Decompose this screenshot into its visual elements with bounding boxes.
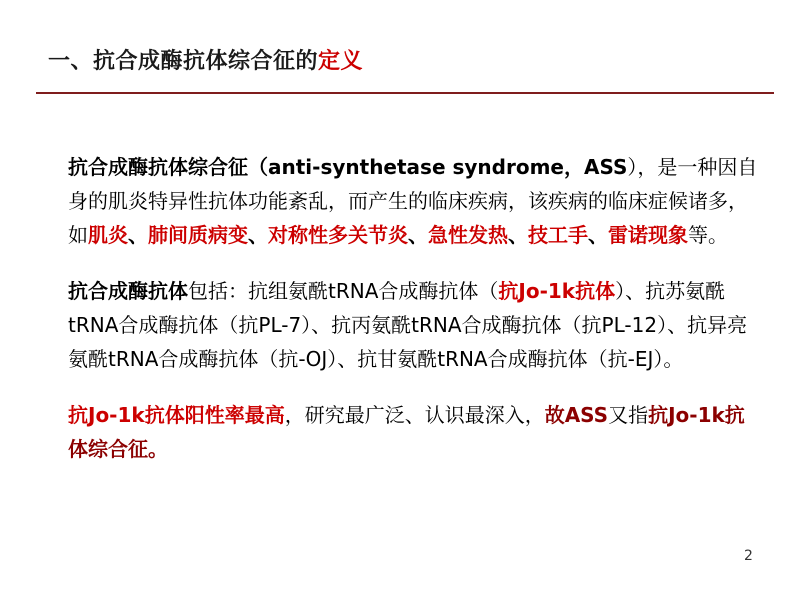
- p3-s2: ，研究最广泛、认识最深入，: [284, 403, 545, 427]
- p2-s1: 抗合成酶抗体: [68, 279, 188, 303]
- p2-s4: ）、抗苏氨酰tRNA合成酶抗体（抗PL-7）、抗丙氨酰tRNA合成酶抗体（抗PL-12）、抗异亮氨酰tRNA合成酶抗体（抗-OJ）、抗甘氨酰tRNA合成酶抗体（抗-EJ）。: [68, 279, 748, 371]
- p1-s5: 、: [128, 223, 148, 247]
- title-prefix: 一、抗合成酶抗体综合征的: [48, 49, 319, 74]
- definition-paragraph: [68, 150, 758, 252]
- p1-s11: 、: [508, 223, 528, 247]
- p1-s1: 抗合成酶抗体综合征（anti-synthetase syndrome，: [68, 155, 584, 179]
- p1-s4: 肌炎: [88, 223, 128, 247]
- p2-s3: 抗Jo-1k抗体: [498, 279, 616, 303]
- slide-body: [68, 150, 758, 488]
- p1-s15: 等。: [688, 223, 728, 247]
- p1-s7: 、: [248, 223, 268, 247]
- p1-s13: 、: [588, 223, 608, 247]
- p3-s1: 抗Jo-1k抗体阳性率最高: [68, 403, 285, 427]
- p3-s4: 又指: [608, 403, 649, 427]
- conclusion-paragraph: [68, 398, 758, 466]
- p1-s9: 、: [408, 223, 428, 247]
- p1-s3: ），是一种因自身的肌炎特异性抗体功能紊乱，而产生的临床疾病，该疾病的临床症候诸多，如: [68, 155, 758, 247]
- p1-s10: 急性发热: [428, 223, 508, 247]
- p1-s14: 雷诺现象: [608, 223, 688, 247]
- title-highlight: 定义: [318, 49, 364, 74]
- p1-s6: 肺间质病变: [148, 223, 248, 247]
- p2-s2: 包括：抗组氨酰tRNA合成酶抗体（: [188, 279, 499, 303]
- title-divider: [36, 92, 774, 94]
- p3-s5: 抗Jo-1k抗体综合征。: [68, 403, 745, 461]
- antibodies-paragraph: [68, 274, 758, 376]
- p1-s12: 技工手: [528, 223, 588, 247]
- page-number: 2: [744, 548, 753, 564]
- slide-title: [48, 44, 363, 75]
- p1-s2: ASS: [584, 155, 628, 179]
- p1-s8: 对称性多关节炎: [268, 223, 408, 247]
- p3-s3: 故ASS: [544, 403, 609, 427]
